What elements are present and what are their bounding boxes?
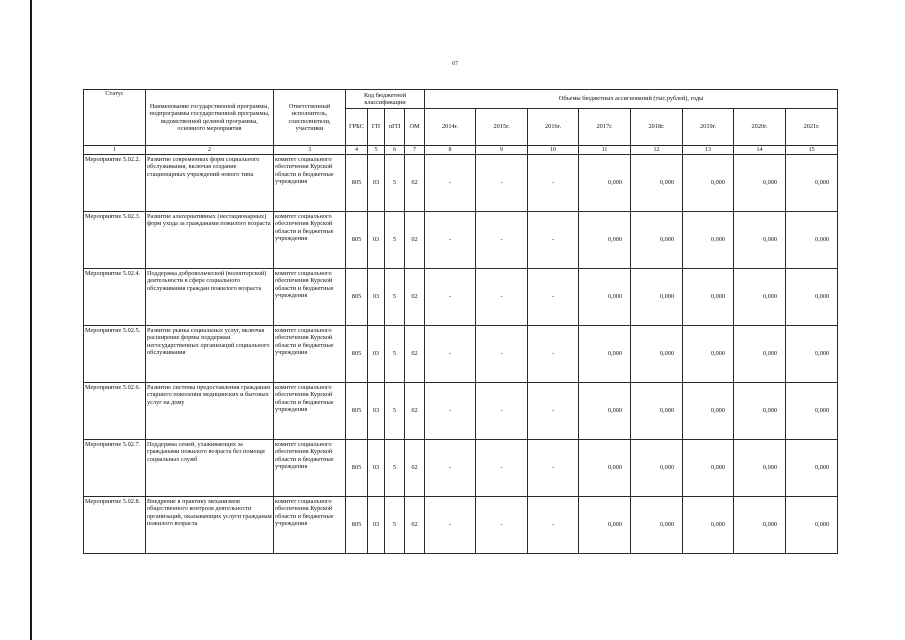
amount-cell: 0,000 bbox=[631, 326, 683, 383]
name-cell: Поддержка семей, ухаживающих за гражданами пожилого возраста без помощи социальных служб bbox=[146, 440, 274, 497]
amount-cell: 0,000 bbox=[786, 155, 838, 212]
pgp-cell: 5 bbox=[385, 326, 405, 383]
amount-cell: - bbox=[425, 383, 476, 440]
amount-cell: - bbox=[425, 269, 476, 326]
amount-cell: 0,000 bbox=[786, 497, 838, 554]
status-cell: Мероприятие 5.02.7. bbox=[84, 440, 146, 497]
amount-cell: 0,000 bbox=[734, 383, 786, 440]
header-volumes-group: Объемы бюджетных ассигнований (тыс.рублей), годы bbox=[425, 90, 838, 109]
column-number: 1 bbox=[84, 146, 146, 155]
column-number: 13 bbox=[683, 146, 734, 155]
column-number: 4 bbox=[346, 146, 368, 155]
gp-cell: 03 bbox=[368, 212, 385, 269]
om-cell: 02 bbox=[405, 326, 425, 383]
om-cell: 02 bbox=[405, 212, 425, 269]
responsible-cell: комитет социального обеспечения Курской области и бюджетные учреждения bbox=[274, 497, 346, 554]
column-number: 9 bbox=[476, 146, 528, 155]
status-cell: Мероприятие 5.02.5. bbox=[84, 326, 146, 383]
column-number: 14 bbox=[734, 146, 786, 155]
pgp-cell: 5 bbox=[385, 440, 405, 497]
table-row bbox=[84, 269, 838, 326]
amount-cell: 0,000 bbox=[786, 440, 838, 497]
column-numbers-row bbox=[84, 146, 838, 155]
responsible-cell: комитет социального обеспечения Курской области и бюджетные учреждения bbox=[274, 383, 346, 440]
header-year: 2016г. bbox=[528, 109, 579, 146]
status-cell: Мероприятие 5.02.8. bbox=[84, 497, 146, 554]
header-year: 2019г. bbox=[683, 109, 734, 146]
amount-cell: 0,000 bbox=[786, 212, 838, 269]
om-cell: 02 bbox=[405, 269, 425, 326]
amount-cell: 0,000 bbox=[631, 440, 683, 497]
gp-cell: 03 bbox=[368, 269, 385, 326]
pgp-cell: 5 bbox=[385, 269, 405, 326]
status-cell: Мероприятие 5.02.6. bbox=[84, 383, 146, 440]
grbs-cell: 805 bbox=[346, 212, 368, 269]
header-responsible: Ответственный исполнитель, соисполнители, участники bbox=[274, 90, 346, 146]
amount-cell: 0,000 bbox=[683, 269, 734, 326]
responsible-cell: комитет социального обеспечения Курской области и бюджетные учреждения bbox=[274, 326, 346, 383]
amount-cell: 0,000 bbox=[579, 440, 631, 497]
gp-cell: 03 bbox=[368, 497, 385, 554]
amount-cell: 0,000 bbox=[631, 383, 683, 440]
amount-cell: 0,000 bbox=[683, 212, 734, 269]
amount-cell: 0,000 bbox=[786, 269, 838, 326]
column-number: 7 bbox=[405, 146, 425, 155]
column-number: 8 bbox=[425, 146, 476, 155]
amount-cell: 0,000 bbox=[786, 326, 838, 383]
amount-cell: - bbox=[528, 326, 579, 383]
name-cell: Развитие альтернативных (нестационарных) форм ухода за гражданами пожилого возраста bbox=[146, 212, 274, 269]
name-cell: Развитие современных форм социального обслуживания, включая создание стационарных учреждений нового типа bbox=[146, 155, 274, 212]
header-gp: ГП bbox=[368, 109, 385, 146]
amount-cell: - bbox=[476, 497, 528, 554]
amount-cell: 0,000 bbox=[734, 326, 786, 383]
name-cell: Поддержка добровольческой (волонтерской) деятельности в сфере социального обслуживания граждан пожилого возраста bbox=[146, 269, 274, 326]
name-cell: Внедрение в практику механизмов общественного контроля деятельности организаций, оказывающих услуги гражданам пожилого возраста bbox=[146, 497, 274, 554]
column-number: 15 bbox=[786, 146, 838, 155]
table-row bbox=[84, 440, 838, 497]
amount-cell: 0,000 bbox=[579, 269, 631, 326]
amount-cell: - bbox=[425, 155, 476, 212]
amount-cell: 0,000 bbox=[579, 212, 631, 269]
table-row bbox=[84, 383, 838, 440]
status-cell: Мероприятие 5.02.2. bbox=[84, 155, 146, 212]
grbs-cell: 805 bbox=[346, 269, 368, 326]
amount-cell: - bbox=[528, 212, 579, 269]
header-code-group: Код бюджетной классификации bbox=[346, 90, 425, 109]
budget-allocation-table bbox=[83, 89, 838, 554]
header-year: 2018г. bbox=[631, 109, 683, 146]
status-cell: Мероприятие 5.02.3. bbox=[84, 212, 146, 269]
amount-cell: - bbox=[425, 440, 476, 497]
grbs-cell: 805 bbox=[346, 440, 368, 497]
gp-cell: 03 bbox=[368, 326, 385, 383]
name-cell: Развитие рынка социальных услуг, включая расширение формы поддержки негосударственных организаций социального обслуживания bbox=[146, 326, 274, 383]
amount-cell: - bbox=[528, 383, 579, 440]
amount-cell: 0,000 bbox=[683, 497, 734, 554]
header-year: 2017г. bbox=[579, 109, 631, 146]
amount-cell: - bbox=[528, 497, 579, 554]
grbs-cell: 805 bbox=[346, 383, 368, 440]
column-number: 3 bbox=[274, 146, 346, 155]
name-cell: Развитие системы предоставления гражданам старшего поколения медицинских и бытовых услуг на дому bbox=[146, 383, 274, 440]
amount-cell: - bbox=[425, 497, 476, 554]
amount-cell: - bbox=[425, 212, 476, 269]
amount-cell: 0,000 bbox=[631, 155, 683, 212]
amount-cell: 0,000 bbox=[683, 326, 734, 383]
responsible-cell: комитет социального обеспечения Курской области и бюджетные учреждения bbox=[274, 440, 346, 497]
amount-cell: 0,000 bbox=[579, 155, 631, 212]
amount-cell: - bbox=[476, 212, 528, 269]
amount-cell: 0,000 bbox=[786, 383, 838, 440]
responsible-cell: комитет социального обеспечения Курской области и бюджетные учреждения bbox=[274, 269, 346, 326]
amount-cell: 0,000 bbox=[734, 269, 786, 326]
pgp-cell: 5 bbox=[385, 155, 405, 212]
amount-cell: - bbox=[476, 155, 528, 212]
status-cell: Мероприятие 5.02.4. bbox=[84, 269, 146, 326]
amount-cell: 0,000 bbox=[631, 497, 683, 554]
column-number: 12 bbox=[631, 146, 683, 155]
column-number: 10 bbox=[528, 146, 579, 155]
amount-cell: 0,000 bbox=[734, 155, 786, 212]
pgp-cell: 5 bbox=[385, 383, 405, 440]
amount-cell: - bbox=[528, 155, 579, 212]
gp-cell: 03 bbox=[368, 440, 385, 497]
pgp-cell: 5 bbox=[385, 212, 405, 269]
gp-cell: 03 bbox=[368, 155, 385, 212]
header-year: 2021г. bbox=[786, 109, 838, 146]
table-body bbox=[84, 155, 838, 554]
amount-cell: 0,000 bbox=[683, 155, 734, 212]
grbs-cell: 805 bbox=[346, 326, 368, 383]
amount-cell: - bbox=[528, 440, 579, 497]
amount-cell: 0,000 bbox=[579, 326, 631, 383]
amount-cell: 0,000 bbox=[631, 269, 683, 326]
table-header bbox=[84, 90, 838, 155]
om-cell: 02 bbox=[405, 155, 425, 212]
amount-cell: - bbox=[476, 383, 528, 440]
amount-cell: 0,000 bbox=[734, 212, 786, 269]
table-row bbox=[84, 212, 838, 269]
header-grbs: ГРБС bbox=[346, 109, 368, 146]
om-cell: 02 bbox=[405, 383, 425, 440]
header-status: Статус bbox=[84, 90, 146, 146]
responsible-cell: комитет социального обеспечения Курской области и бюджетные учреждения bbox=[274, 212, 346, 269]
amount-cell: 0,000 bbox=[734, 440, 786, 497]
page-number: 67 bbox=[452, 61, 458, 67]
amount-cell: - bbox=[425, 326, 476, 383]
amount-cell: 0,000 bbox=[734, 497, 786, 554]
header-year: 2014г. bbox=[425, 109, 476, 146]
header-pgp: пГП bbox=[385, 109, 405, 146]
gp-cell: 03 bbox=[368, 383, 385, 440]
pgp-cell: 5 bbox=[385, 497, 405, 554]
header-year: 2015г. bbox=[476, 109, 528, 146]
table-row bbox=[84, 155, 838, 212]
header-om: ОМ bbox=[405, 109, 425, 146]
header-name: Наименование государственной программы, подпрограммы государственной программы, ведомственной целевой программы, основного мероприятия bbox=[146, 90, 274, 146]
scan-artifact: · · · · bbox=[512, 628, 567, 634]
om-cell: 02 bbox=[405, 440, 425, 497]
table-row bbox=[84, 497, 838, 554]
amount-cell: 0,000 bbox=[631, 212, 683, 269]
grbs-cell: 805 bbox=[346, 497, 368, 554]
amount-cell: - bbox=[528, 269, 579, 326]
column-number: 2 bbox=[146, 146, 274, 155]
om-cell: 02 bbox=[405, 497, 425, 554]
column-number: 5 bbox=[368, 146, 385, 155]
amount-cell: 0,000 bbox=[579, 383, 631, 440]
amount-cell: 0,000 bbox=[683, 383, 734, 440]
amount-cell: - bbox=[476, 326, 528, 383]
column-number: 11 bbox=[579, 146, 631, 155]
amount-cell: 0,000 bbox=[683, 440, 734, 497]
responsible-cell: комитет социального обеспечения Курской области и бюджетные учреждения bbox=[274, 155, 346, 212]
grbs-cell: 805 bbox=[346, 155, 368, 212]
amount-cell: - bbox=[476, 440, 528, 497]
header-year: 2020г. bbox=[734, 109, 786, 146]
binder-line bbox=[30, 0, 32, 640]
column-number: 6 bbox=[385, 146, 405, 155]
amount-cell: - bbox=[476, 269, 528, 326]
table-row bbox=[84, 326, 838, 383]
amount-cell: 0,000 bbox=[579, 497, 631, 554]
